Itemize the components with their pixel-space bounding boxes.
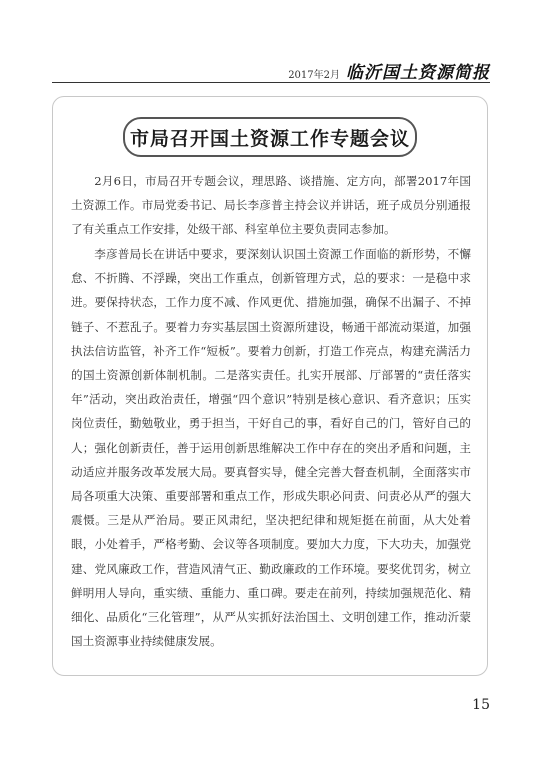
- article-title-frame: [123, 117, 417, 157]
- article-paragraph: 2月6日，市局召开专题会议，理思路、谈措施、定方向，部署2017年国土资源工作。市局党委书记、局长李彦普主持会议并讲话，班子成员分别通报了有关重点工作安排，处级干部、科室单位主要负责同志参加。: [71, 174, 471, 237]
- header-rule: [52, 82, 490, 83]
- page-header: [288, 58, 490, 83]
- article-body: [71, 169, 471, 654]
- issue-date: 2017年2月: [288, 70, 340, 81]
- article-paragraph: 李彦普局长在讲话中要求，要深刻认识国土资源工作面临的新形势，不懈怠、不折腾、不浮躁，突出工作重点，创新管理方式，总的要求：一是稳中求进。要保持状态，工作力度不减、作风更优、措施加强，确保不出漏子、不掉链子、不惹乱子。要着力夯实基层国土资源所建设，畅通干部流动渠道，加强执法信访监管，补齐工作“短板”。要着力创新，打造工作亮点，构建充满活力的国土资源创新体制机制。二是落实责任。扎实开展部、厅部署的“责任落实年”活动，突出政治责任，增强“四个意识”特别是核心意识、看齐意识；压实岗位责任，勤勉敬业，勇于担当，干好自己的事，看好自己的门，管好自己的人；强化创新责任，善于运用创新思维解决工作中存在的突出矛盾和问题，主动适应并服务改革发展大局。要真督实导，健全完善大督查机制，全面落实市局各项重大决策、重要部署和重点工作，形成失职必问责、问责必从严的强大震慑。三是从严治局。要正风肃纪，坚决把纪律和规矩挺在前面，从大处着眼，小处着手，严格考勤、会议等各项制度。要加大力度，下大功夫，加强党建、党风廉政工作，营造风清气正、勤政廉政的工作环境。要奖优罚劣，树立鲜明用人导向，重实绩、重能力、重口碑。要走在前列，持续加强规范化、精细化、品质化“三化管理”，从严从实抓好法治国土、文明创建工作，推动沂蒙国土资源事业持续健康发展。: [71, 247, 471, 649]
- publication-name: 临沂国土资源简报: [346, 63, 490, 83]
- article-card: [52, 96, 488, 676]
- page-number: 15: [472, 697, 490, 713]
- article-title: 市局召开国土资源工作专题会议: [129, 127, 410, 150]
